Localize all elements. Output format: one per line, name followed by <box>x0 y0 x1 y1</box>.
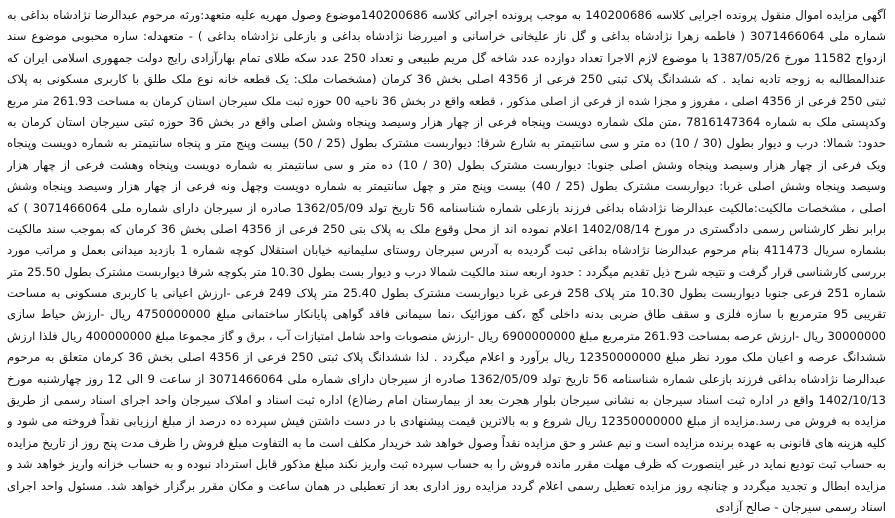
notice-line: مزایده به فروش می رسد.مزایده از مبلغ 12350000000 ریال شروع و به بالاترین قیمت پیشنهادی با در دست داشتن فیش سپرده ده درصد از مبلغ ارزیابی نقداً فروخته می شود و <box>7 414 886 429</box>
notice-line: برابر نظر کارشناس رسمی دادگستری در مورخ 1402/08/14 اعلام نموده اند از محل وقوع ملک به پلاک بتی 250 فرعی از 4356 اصلی بخش 36 کرمان که بموجب سند مالکیت <box>7 221 886 236</box>
notice-line: شماره 251 فرعی جنوبا دیواربست بطول 10.30 متر پلاک 258 فرعی غربا دیواربست مشترک بطول 25.40 متر پلاک 249 فرعی -ارزش اعیانی با کاربری مسکونی به مساحت <box>7 286 886 301</box>
notice-line: اصلی ، مشخصات مالکیت:مالکیت عبدالرضا نژادشاه بداغی فرزند بازعلی شماره شناسنامه 56 تاریخ تولد 1362/05/09 صادره از سیرجان دارای شماره ملی 3071466064 ) که <box>7 200 886 215</box>
notice-line: شماره ملی 3071466064 ( فاطمه زهرا نژادشاه بداغی و گل ناز علیخانی خراسانی و امیررضا نژادشاه بداغی و بازعلی نژادشاه بداغی ) - متعهدله: ساره محبوبی موضوع سند <box>7 29 886 44</box>
notice-line: 1402/10/13 واقع در اداره ثبت اسناد سیرجان به نشانی سیرجان بلوار هجرت بعد از بیمارستان امام رضا(ع) اداره ثبت اسناد و املاک سیرجان واحد اجرای اسناد رسمی از طریق <box>7 393 886 408</box>
notice-line: تقریبی 95 مترمربع با سازه فلزی و سقف طاق ضربی بدنه داخلی گچ ،کف موزائیک ،نما سیمانی فاقد گواهی پایانکار ساختمانی مبلغ 4750000000 ریال -ارزش حیاط سازی <box>7 307 886 322</box>
notice-line: وسیصد وپنجاه وشش اصلی غربا: دیواربست مشترک بطول (25 / 40) بیست وپنج متر و چهل سانتیمتر به شماره دویست وچهل ونه فرعی از چهار هزار وسیصد وپنجاه وشش <box>7 179 886 194</box>
notice-line: ویک فرعی از چهار هزار وسیصد وپنجاه وشش اصلی جنوبا: دیواربست مشترک بطول (30 / 10) ده متر و سی سانتیمتر به شماره دویست وپنجاه وهشت فرعی از چهار هزار <box>7 157 886 172</box>
notice-line: حدود: شمالا: درب و دیوار بطول (30 / 10) ده متر و سی سانتیمتر به شارع شرقا: دیواربست مشترک بطول (25 / 50) بیست وپنج متر و پنجاه سانتیمتر به شماره دویست وپنجاه <box>7 136 886 151</box>
notice-line: ازدواج 11582 مورخ 1387/05/26 با موضوع لازم الاجرا تعداد دوازده عدد شاخه گل مریم طبیعی و تعداد 250 عدد سکه طلای تمام بهارآزادی رایج دولت جمهوری اسلامی ایران که <box>7 50 886 65</box>
notice-line: کلیه هزینه های قانونی به عهده برنده مزایده است و نیم عشر و حق مزایده نقداً وصول خواهد شد خریدار مکلف است ما به التفاوت مبلغ فروش را ظرف مدت پنج روز از تاریخ مزایده <box>7 435 886 450</box>
notice-line: عندالمطالبه به زوجه تادیه نماید . که ششدانگ پلاک ثبتی 250 فرعی از 4356 اصلی بخش 36 کرمان (مشخصات ملک: یک قطعه خانه نوع ملک طلق با کاربری مسکونی به پلاک <box>7 72 886 87</box>
notice-line: عبدالرضا نژادشاه بداغی فرزند بازعلی شماره شناسنامه 56 تاریخ تولد 1362/05/09 صادره از سیرجان دارای شماره ملی 3071466064 از ساعت 9 الی 12 روز چهارشنبه مورخ <box>7 371 886 386</box>
notice-line: به حساب ثبت تودیع نماید در غیر اینصورت که ظرف مهلت مقرر مانده فروش را به حساب سپرده ثبت واریز نکند مبلغ مذکور قابل استرداد نبوده و به حساب خزانه واریز خواهد شد و <box>7 457 886 472</box>
notice-line: مزایده ابطال و تجدید میگردد و چنانچه روز مزایده تعطیل رسمی اعلام گردد مزایده روز اداری بعد از تعطیلی در همان ساعت و مکان مقرر برگزار خواهد شد. مسئول واحد اجرای <box>7 478 886 493</box>
notice-line: آگهی مزایده اموال منقول پرونده اجرایی کلاسه 140200686 به موجب پرونده اجرائی کلاسه 140200686موضوع وصول مهریه علیه متعهد:ورثه مرحوم عبدالرضا نژادشاه بداغی به <box>7 8 886 22</box>
notice-line: 30000000 ریال -ارزش عرصه بمساحت 261.93 مترمربع مبلغ 6900000000 ریال -ارزش منصوبات واحد شامل امتیازات آب ، برق و گاز مجموعا مبلغ 400000000 ریال فلذا ارزش <box>7 328 886 343</box>
notice-line: بررسی کارشناسی قرار گرفت و نتیجه شرح ذیل تقدیم میگردد : حدود اربعه سند مالکیت شمالا درب و دیوار بست بطول 10.30 متر بکوچه شرقا دیواربست مشترک بطول 25.50 متر <box>7 264 886 279</box>
notice-line: بشماره سریال 411473 بنام مرحوم عبدالرضا نژادشاه بداغی ثبت گردیده به آدرس سیرجان روستای سلیمانیه خیابان استقلال کوچه شماره 1 بازدید میدانی بعمل و مراتب مورد <box>7 243 886 258</box>
notice-line: ثبتی 250 فرعی از 4356 اصلی ، مفروز و مجزا شده از فرعی از اصلی مذکور ، قطعه واقع در بخش 36 ناحیه 00 حوزه ثبت ملک سیرجان استان کرمان به مساحت 261.93 متر مربع <box>7 93 886 108</box>
notice-line: ششدانگ عرصه و اعیان ملک مورد نظر مبلغ 12350000000 ریال برآورد و اعلام میگردد . لذا ششدانگ پلاک ثبتی 250 فرعی از 4356 اصلی بخش 36 کرمان متعلق به مرحوم <box>7 350 886 365</box>
notice-line: وکدپستی ملک به شماره 7816147364 ،متن ملک شماره دویست وپنجاه فرعی از چهار هزار وسیصد وپنجاه وشش اصلی واقع در بخش 36 حوزه ثبتی سیرجان استان کرمان به <box>7 114 886 129</box>
notice-line-signature: اسناد رسمی سیرجان - صالح آزادی <box>715 499 886 514</box>
